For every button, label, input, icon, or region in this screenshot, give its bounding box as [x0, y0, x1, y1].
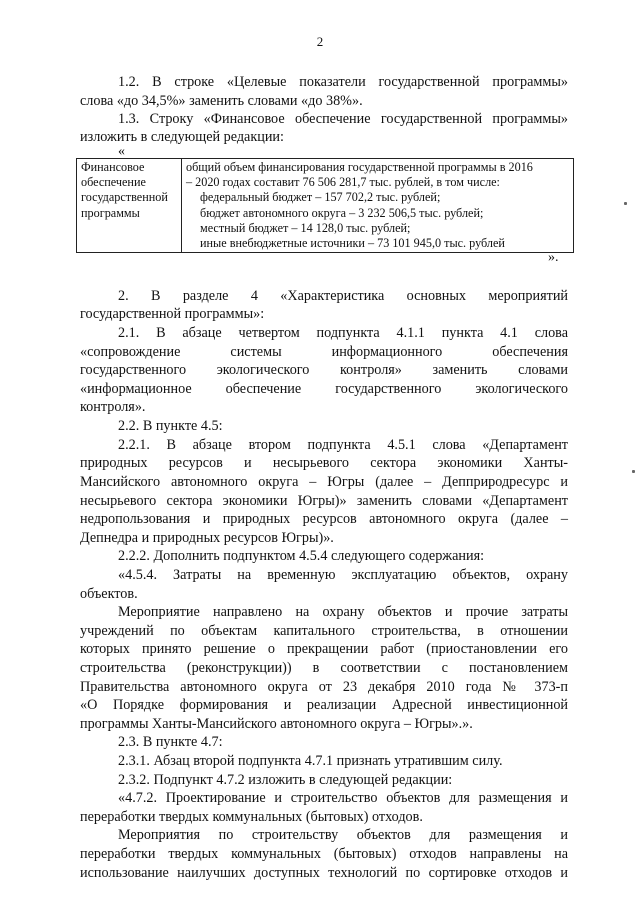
paragraph-line: Правительства автономного округа от 23 декабря 2010 года № 373-п	[80, 679, 568, 695]
paragraph-line: программы Ханты-Мансийского автономного округа – Югры».».	[80, 716, 473, 732]
content-line: общий объем финансирования государственной программы в 2016	[186, 160, 533, 174]
paragraph-line: 2.3.2. Подпункт 4.7.2 изложить в следующей редакции:	[118, 772, 453, 788]
paragraph-line: государственной программы»:	[80, 306, 265, 322]
label-line: программы	[81, 205, 140, 220]
open-quote: «	[118, 144, 125, 159]
table-label-cell	[77, 159, 182, 253]
paragraph-line: переработки твердых коммунальных (бытовых) отходов.	[80, 809, 423, 825]
paragraph-line: государственного экологического контроля» заменить словами	[80, 362, 568, 378]
paragraph-line: которых принято решение о прекращении работ (приостановлении его	[80, 641, 568, 657]
paragraph-line: несырьевого сектора экономики Югры)» заменить словами «Департамент	[80, 493, 568, 509]
paragraph-line: учреждений по объектам капитального строительства, в отношении	[80, 623, 568, 639]
content-line: федеральный бюджет – 157 702,2 тыс. рублей;	[200, 190, 441, 205]
label-line: обеспечение	[81, 175, 146, 190]
paragraph-line: недропользования и природных ресурсов автономного округа (далее –	[80, 511, 568, 527]
paragraph-line: изложить в следующей редакции:	[80, 129, 284, 145]
paragraph-line: «сопровождение системы информационного обеспечения	[80, 344, 568, 360]
paragraph-line: переработки твердых коммунальных (бытовых) отходов направлены на	[80, 846, 568, 862]
scan-speck	[624, 202, 627, 205]
content-line: – 2020 годах составит 76 506 281,7 тыс. рублей, в том числе:	[186, 175, 500, 190]
paragraph-line: 1.2. В строке «Целевые показатели государственной программы»	[118, 74, 568, 90]
paragraph-line: объектов.	[80, 586, 138, 602]
paragraph-line: Мероприятие направлено на охрану объектов и прочие затраты	[118, 604, 568, 620]
paragraph-line: «информационное обеспечение государственного экологического	[80, 381, 568, 397]
paragraph-line: природных ресурсов и несырьевого сектора экономики Ханты-	[80, 455, 568, 471]
content-line: местный бюджет – 14 128,0 тыс. рублей;	[200, 220, 411, 235]
paragraph-line: 2.1. В абзаце четвертом подпункта 4.1.1 пункта 4.1 слова	[118, 325, 568, 341]
paragraph-line: 2. В разделе 4 «Характеристика основных мероприятий	[118, 288, 568, 304]
paragraph-line: Мероприятия по строительству объектов для размещения и	[118, 827, 568, 843]
paragraph-line: «О Порядке формирования и реализации Адресной инвестиционной	[80, 697, 568, 713]
label-line: Финансовое	[81, 160, 145, 174]
paragraph-line: 2.2. В пункте 4.5:	[118, 418, 223, 434]
paragraph-line: 2.3. В пункте 4.7:	[118, 734, 223, 750]
content-line: бюджет автономного округа – 3 232 506,5 тыс. рублей;	[200, 205, 484, 220]
paragraph-line: 2.3.1. Абзац второй подпункта 4.7.1 признать утратившим силу.	[118, 753, 503, 769]
paragraph-line: «4.5.4. Затраты на временную эксплуатацию объектов, охрану	[118, 567, 568, 583]
paragraph-line: Депнедра и природных ресурсов Югры)».	[80, 530, 334, 546]
content-line: иные внебюджетные источники – 73 101 945,0 тыс. рублей	[200, 236, 505, 251]
paragraph-line: Мансийского автономного округа – Югры (далее – Депприродресурс и	[80, 474, 568, 490]
financing-table	[76, 158, 574, 253]
paragraph-line: строительства (реконструкции)) в соответствии с постановлением	[80, 660, 568, 676]
paragraph-line: 2.2.2. Дополнить подпунктом 4.5.4 следующего содержания:	[118, 548, 485, 564]
paragraph-line: 2.2.1. В абзаце втором подпункта 4.5.1 слова «Департамент	[118, 437, 568, 453]
paragraph-line: 1.3. Строку «Финансовое обеспечение государственной программы»	[118, 111, 568, 127]
paragraph-line: использование наилучших доступных технологий по сортировке отходов и	[80, 865, 568, 881]
paragraph-line: слова «до 34,5%» заменить словами «до 38%».	[80, 93, 363, 109]
page-number: 2	[316, 34, 324, 49]
close-quote: ».	[548, 250, 559, 265]
scan-speck	[632, 470, 635, 473]
table-content-cell	[182, 159, 574, 253]
paragraph-line: «4.7.2. Проектирование и строительство объектов для размещения и	[118, 790, 568, 806]
paragraph-line: контроля».	[80, 399, 146, 415]
label-line: государственной	[81, 190, 168, 205]
